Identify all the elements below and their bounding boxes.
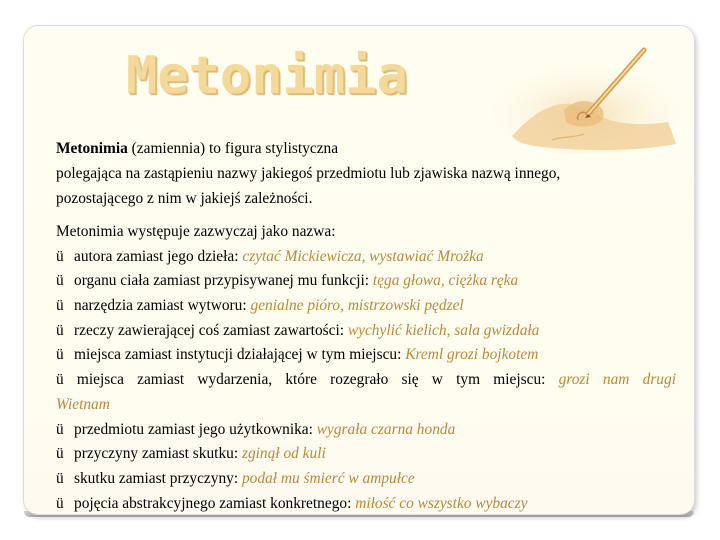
- check-icon: ü: [56, 469, 64, 487]
- item-example-word: nam: [602, 371, 630, 389]
- definition-line-2: polegająca na zastąpieniu nazwy jakiegoś przedmiotu lub zjawiska nazwą innego,: [56, 165, 561, 182]
- check-icon: ü: [56, 420, 64, 438]
- item-example: podał mu śmierć w ampułce: [241, 469, 415, 487]
- check-icon: ü: [56, 346, 64, 364]
- item-word: się: [401, 371, 419, 389]
- item-description: skutku zamiast przyczyny:: [74, 469, 242, 487]
- item-description: narzędzia zamiast wytworu:: [74, 297, 251, 315]
- definition-part-1: (zamiennia) to figura stylistyczna: [127, 140, 339, 157]
- item-example: wygrała czarna honda: [316, 420, 456, 438]
- check-icon: ü: [56, 494, 64, 512]
- list-item: [56, 467, 676, 492]
- list-item: [56, 442, 676, 467]
- check-icon: ü: [56, 321, 64, 339]
- item-description: organu ciała zamiast przypisywanej mu funkcji:: [74, 272, 373, 290]
- item-example: miłość co wszystko wybaczy: [355, 494, 528, 512]
- item-description: przedmiotu zamiast jego użytkownika:: [74, 420, 317, 438]
- item-description: przyczyny zamiast skutku:: [74, 445, 242, 463]
- item-word: tym: [456, 371, 481, 389]
- item-word: zamiast: [137, 371, 185, 389]
- list-item-justified: [56, 368, 676, 393]
- definition-line-1: [56, 136, 676, 161]
- item-word: wydarzenia,: [197, 371, 273, 389]
- item-word: które: [285, 371, 317, 389]
- list-item: [56, 343, 676, 368]
- list-item: [56, 418, 676, 443]
- paragraph-gap: [56, 211, 676, 220]
- item-example: wychylić kielich, sala gwizdała: [347, 321, 540, 339]
- check-icon: ü: [56, 272, 64, 290]
- check-icon: ü: [56, 371, 64, 389]
- item-description: miejsca zamiast instytucji działającej w tym miejscu:: [74, 346, 406, 364]
- item-example: czytać Mickiewicza, wystawiać Mrożka: [242, 247, 484, 265]
- check-icon: ü: [56, 445, 64, 463]
- item-example-continuation: Wietnam: [56, 395, 110, 413]
- check-icon: ü: [56, 297, 64, 315]
- list-item: [56, 245, 676, 270]
- list-heading: Metonimia występuje zazwyczaj jako nazwa:: [56, 223, 336, 240]
- item-word: miejsca: [76, 371, 124, 389]
- item-description: autora zamiast jego dzieła:: [74, 247, 243, 265]
- check-icon: ü: [56, 247, 64, 265]
- item-example: tęga głowa, ciężka ręka: [372, 272, 519, 290]
- item-example: genialne pióro, mistrzowski pędzel: [250, 297, 464, 315]
- item-example: Kreml grozi bojkotem: [405, 346, 539, 364]
- item-example: zginął od kuli: [241, 445, 326, 463]
- list-item-continuation: [56, 393, 676, 418]
- page-title: Metonimia: [126, 46, 408, 106]
- list-item: [56, 319, 676, 344]
- defined-term: Metonimia: [56, 140, 128, 157]
- item-description: rzeczy zawierającej coś zamiast zawartości:: [74, 321, 348, 339]
- item-word: miejscu:: [493, 371, 546, 389]
- item-word: rozegrało: [330, 371, 389, 389]
- definition-line-3: pozostającego z nim w jakiejś zależności.: [56, 190, 313, 207]
- item-word: w: [431, 371, 443, 389]
- list-item: [56, 492, 676, 517]
- list-item: [56, 269, 676, 294]
- item-example-word: drugi: [642, 371, 676, 389]
- item-description: pojęcia abstrakcyjnego zamiast konkretnego:: [74, 494, 356, 512]
- item-example-word: grozi: [558, 371, 590, 389]
- list-item: [56, 294, 676, 319]
- body-text: [56, 136, 676, 516]
